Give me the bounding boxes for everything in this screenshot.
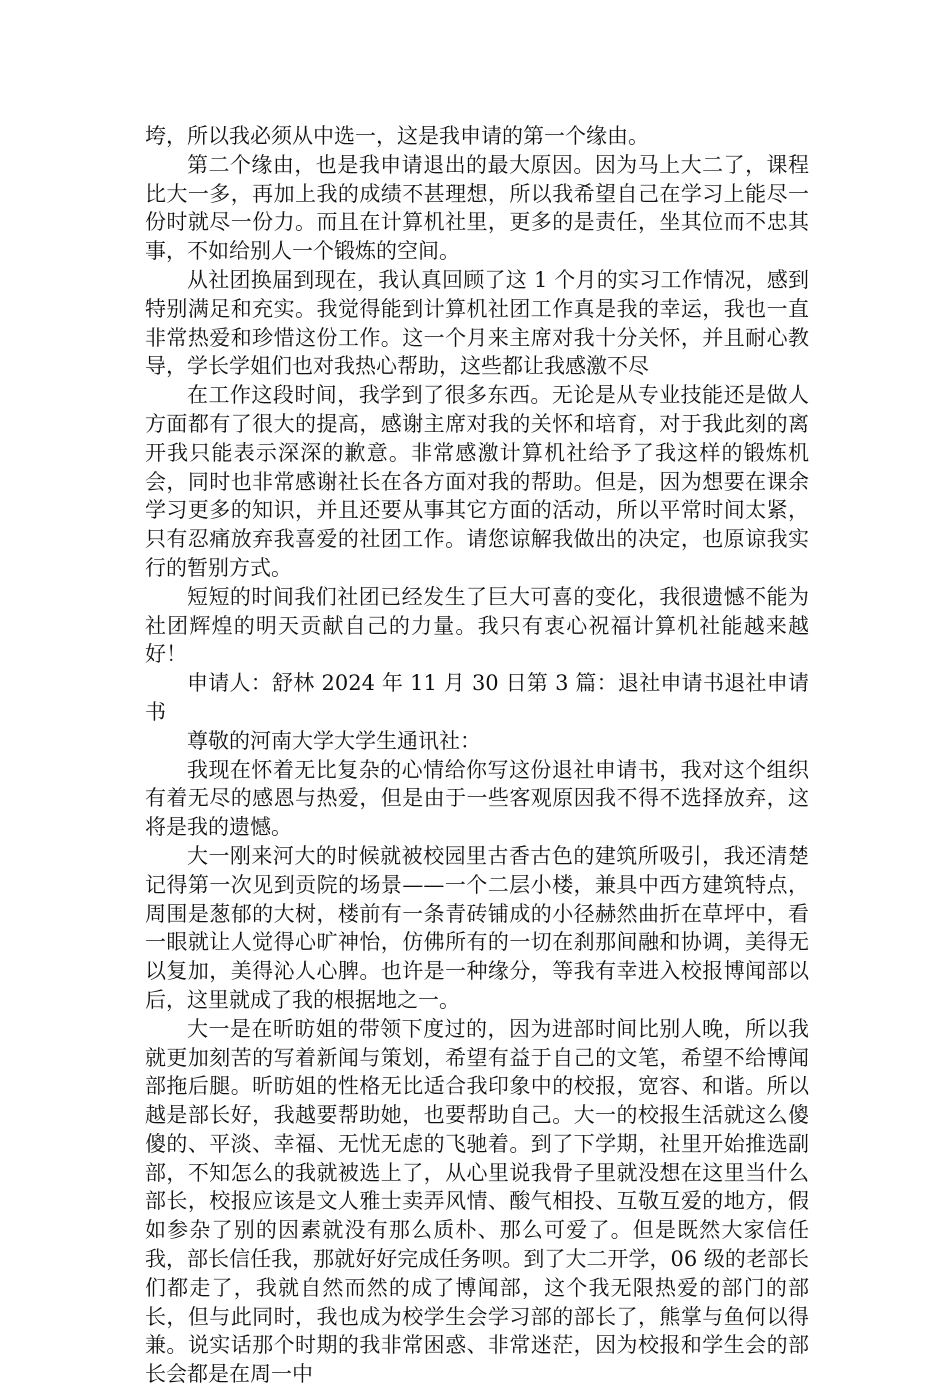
paragraph-6: 我现在怀着无比复杂的心情给你写这份退社申请书，我对这个组织有着无尽的感恩与热爱，但是由于一些客观原因我不得不选择放弃，这将是我的遗憾。: [145, 757, 809, 840]
paragraph-5: 短短的时间我们社团已经发生了巨大可喜的变化，我很遗憾不能为社团辉煌的明天贡献自己的力量。我只有衷心祝福计算机社能越来越好！: [145, 584, 809, 667]
paragraph-2: 第二个缘由，也是我申请退出的最大原因。因为马上大二了，课程比大一多，再加上我的成绩不甚理想，所以我希望自己在学习上能尽一份时就尽一份力。而且在计算机社里，更多的是责任，坐其位而不忠其事，不如给别人一个锻炼的空间。: [145, 152, 809, 264]
paragraph-7: 大一刚来河大的时候就被校园里古香古色的建筑所吸引，我还清楚记得第一次见到贡院的场景——一个二层小楼，兼具中西方建筑特点，周围是葱郁的大树，楼前有一条青砖铺成的小径赫然曲折在草坪中，看一眼就让人觉得心旷神怡，仿佛所有的一切在刹那间融和协调，美得无以复加，美得沁人心脾。也许是一种缘分，等我有幸进入校报博闻部以后，这里就成了我的根据地之一。: [145, 843, 809, 1012]
salutation: 尊敬的河南大学大学生通讯社：: [187, 728, 481, 753]
paragraph-3: 从社团换届到现在，我认真回顾了这 1 个月的实习工作情况，感到特别满足和充实。我觉得能到计算机社团工作真是我的幸运，我也一直非常热爱和珍惜这份工作。这一个月来主席对我十分关怀，并且耐心教导，学长学姐们也对我热心帮助，这些都让我感激不尽: [145, 267, 809, 379]
paragraph-8: 大一是在昕昉姐的带领下度过的，因为进部时间比别人晚，所以我就更加刻苦的写着新闻与策划，希望有益于自己的文笔，希望不给博闻部拖后腿。昕昉姐的性格无比适合我印象中的校报，宽容、和谐。所以越是部长好，我越要帮助她，也要帮助自己。大一的校报生活就这么傻傻的、平淡、幸福、无忧无虑的飞驰着。到了下学期，社里开始推选副部，不知怎么的我就被选上了，从心里说我骨子里就没想在这里当什么部长，校报应该是文人雅士卖弄风情、酸气相投、互敬互爱的地方，假如参杂了别的因素就没有那么质朴、那么可爱了。但是既然大家信任我，部长信任我，那就好好完成任务呗。到了大二开学，06 级的老部长们都走了，我就自然而然的成了博闻部，这个我无限热爱的部门的部长，但与此同时，我也成为校学生会学习部的部长了，熊掌与鱼何以得兼。说实话那个时期的我非常困惑、非常迷茫，因为校报和学生会的部长会都是在周一中: [145, 1016, 809, 1387]
paragraph-1: 垮，所以我必须从中选一，这是我申请的第一个缘由。: [145, 124, 649, 148]
applicant-signature-line: 申请人：舒林 2024 年 11 月 30 日第 3 篇：退社申请书退社申请书: [145, 671, 809, 724]
paragraph-4: 在工作这段时间，我学到了很多东西。无论是从专业技能还是做人方面都有了很大的提高，感谢主席对我的关怀和培育，对于我此刻的离开我只能表示深深的歉意。非常感激计算机社给予了我这样的锻炼机会，同时也非常感谢社长在各方面对我的帮助。但是，因为想要在课余学习更多的知识，并且还要从事其它方面的活动，所以平常时间太紧，只有忍痛放弃我喜爱的社团工作。请您谅解我做出的决定，也原谅我实行的暂别方式。: [145, 383, 809, 580]
document-page: [145, 122, 809, 1389]
